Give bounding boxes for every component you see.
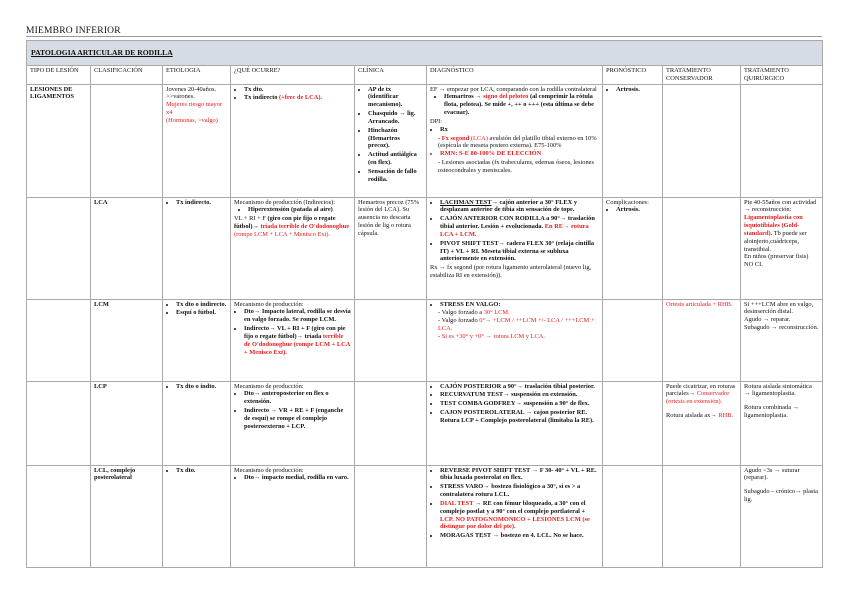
surgical-treatment-cell bbox=[741, 197, 823, 299]
diagnosis-cell bbox=[427, 381, 603, 465]
cell-text: Rx → fx segond (por rotura ligamento anterolateral (nuevo lig, estabiliza RI en extensión)). bbox=[430, 264, 592, 279]
table-row-lca bbox=[27, 197, 823, 299]
section-banner-row bbox=[27, 41, 823, 66]
diagnosis-cell bbox=[427, 299, 603, 381]
list-item: • STRESS EN VALGO: bbox=[440, 301, 599, 309]
list-item: • Esquí o fútbol. bbox=[176, 309, 227, 317]
cell-text: - Lesiones asociadas (fx trabeculares, edemas óseos, lesiones osteocondrales y meniscales. bbox=[438, 158, 594, 174]
cell-text: En niños (preservar fisis) NO CI. bbox=[744, 253, 809, 269]
cell-text: Agudo <3s → suturar (reparar). bbox=[744, 466, 800, 482]
classification-lcp: LCP bbox=[91, 381, 163, 465]
conservative-treatment-cell bbox=[663, 381, 741, 465]
cell-text: - Valgo forzado 0°→ +LCM / ++LCM +/- LCA / +++LCM + LCA. bbox=[438, 317, 595, 333]
classification-lcm: LCM bbox=[91, 299, 163, 381]
list-item: • Indirecto → VR + RE + F (enganche de esquí) se rompe el complejo posteroexterno + LCP. bbox=[244, 407, 351, 430]
header-cell: ETIOLOGIA bbox=[163, 66, 231, 85]
cell-text: Subagudo → reconstrucción. bbox=[744, 324, 819, 332]
what-happens-cell bbox=[231, 197, 355, 299]
list-item: • Tx dto o indirecto. bbox=[176, 301, 227, 309]
clinic-cell bbox=[355, 84, 427, 197]
cell-text: Rotura aislada ax→ RHB. bbox=[666, 412, 734, 420]
type-cell bbox=[27, 465, 91, 567]
what-happens-cell bbox=[231, 381, 355, 465]
header-cell: PRONÓSTICO bbox=[603, 66, 663, 85]
cell-text: VL + RI + F (giro con pie fijo o regate fútbol)→ tríada terrible de O'dodonoghue (rompe LCM + LCA + Menisco Ext). bbox=[234, 215, 350, 238]
cell-text: - Fx segond (LCA) avulsión del platillo tibial externo en 10% (espícula de meseta postero externa). E75-100% bbox=[438, 134, 597, 150]
conservative-treatment-cell bbox=[663, 84, 741, 197]
type-cell bbox=[27, 197, 91, 299]
cell-text: DPI: bbox=[430, 117, 443, 125]
list-item: • Sensación de fallo rodilla. bbox=[368, 168, 423, 184]
clinic-cell bbox=[355, 465, 427, 567]
table-row-general bbox=[27, 84, 823, 197]
document-title: MIEMBRO INFERIOR bbox=[26, 26, 121, 36]
header-cell: DIAGNÓSTICO bbox=[427, 66, 603, 85]
type-cell bbox=[27, 299, 91, 381]
surgical-treatment-cell bbox=[741, 465, 823, 567]
cell-text: EF → empezar por LCA, comparando con la rodilla contralateral bbox=[430, 85, 597, 93]
conservative-treatment-cell bbox=[663, 465, 741, 567]
list-item: • LACHMAN TEST→ cajón anterior a 30° FLEX y desplazam anterior de tibia sin sensación de tope. bbox=[440, 199, 599, 215]
clinic-cell bbox=[355, 381, 427, 465]
what-happens-cell bbox=[231, 465, 355, 567]
list-item: • Tx dto o indto. bbox=[176, 383, 227, 391]
cell-text: Jovenes 20-40años. bbox=[166, 85, 217, 93]
etiology-cell bbox=[163, 84, 231, 197]
header-row bbox=[27, 66, 823, 85]
cell-text: Agudo → reparar. bbox=[744, 316, 791, 324]
diagnosis-cell bbox=[427, 197, 603, 299]
cell-text: Rotura combinada → ligamentoplastia. bbox=[744, 404, 800, 420]
surgical-treatment-cell bbox=[741, 84, 823, 197]
surgical-treatment-cell bbox=[741, 299, 823, 381]
list-item: • CAJÓN ANTERIOR CON RODILLA a 90°→ traslación tibial anterior. Lesión + evolucionada. En RE→ rotura LCA + LCM. bbox=[440, 215, 599, 238]
cell-text: - Valgo forzado a 30° LCM. bbox=[438, 309, 510, 317]
list-item: • PIVOT SHIFT TEST→ cadera FLEX 30° (relaja cintilla IT) + VL + RI. Meseta tibial externa se subluxa anteriormente en extensión. bbox=[440, 240, 599, 263]
what-happens-cell bbox=[231, 84, 355, 197]
list-item: • Rx bbox=[440, 126, 599, 134]
list-item: • DIAL TEST → RE con fémur bloqueado, a 30° con el complejo postlat y a 90° con el complejo portlateral + LCP. NO PATOGNOMONICO + LESIONES LCM (se distingue por dolor del pte). bbox=[440, 500, 599, 531]
list-item: • Tx indirecto. bbox=[176, 199, 227, 207]
header-cell: CLÍNICA bbox=[355, 66, 427, 85]
list-item: • Dto→ Impacto lateral, rodilla se desvía en valgo forzado. Se rompe LCM. bbox=[244, 308, 351, 324]
etiology-cell bbox=[163, 465, 231, 567]
cell-text: Rotura aislada sintomática → ligamentoplastia. bbox=[744, 382, 812, 398]
cell-text: Mecanismo de producción: bbox=[234, 466, 304, 474]
table-row-lcm bbox=[27, 299, 823, 381]
classification-cell bbox=[91, 84, 163, 197]
cell-text: Complicaciones: bbox=[606, 198, 649, 206]
list-item: • Hiperextensión (patada al aire) bbox=[248, 206, 351, 214]
diagnosis-cell bbox=[427, 84, 603, 197]
list-item: • Dto→ impacto medial, rodilla en varo. bbox=[244, 474, 351, 482]
list-item: • Tx dto. bbox=[176, 467, 227, 475]
table-row-lcl bbox=[27, 465, 823, 567]
section-title: PATOLOGIA ARTICULAR DE RODILLA bbox=[27, 41, 823, 66]
etiology-cell bbox=[163, 299, 231, 381]
classification-lcl: LCL, complejo posterolateral bbox=[91, 465, 163, 567]
list-item: • Dto→ anteroposterior en flex o extensión. bbox=[244, 390, 351, 406]
list-item: • Hinchazón (Hemartros precoz). bbox=[368, 127, 423, 150]
clinic-cell bbox=[355, 299, 427, 381]
type-cell bbox=[27, 381, 91, 465]
pathology-table bbox=[26, 40, 823, 568]
header-cell: CLASIFICACIÓN bbox=[91, 66, 163, 85]
list-item: • Artrosis. bbox=[616, 206, 659, 214]
list-item: • Artrosis. bbox=[616, 86, 659, 94]
cell-text: Pte 40-55años con actividad → reconstrucción: Ligamentoplastia con isquiotibiales (Gold-standard). Tb puede ser aloinjerto,cuádriceps, transtibial. bbox=[744, 198, 817, 253]
header-cell: TRATAMIENTO CONSERVADOR bbox=[663, 66, 741, 85]
list-item: • RECURVATUM TEST→ suspensión en extensión. bbox=[440, 391, 599, 399]
clinic-cell: Hemartros precoz (75% lesión del LCA). Su ausencia no descarta lesión de lig o rotura cápsula. bbox=[355, 197, 427, 299]
surgical-treatment-cell bbox=[741, 381, 823, 465]
classification-lca: LCA bbox=[91, 197, 163, 299]
diagnosis-cell bbox=[427, 465, 603, 567]
cell-text: Subagudo – crónico→ plasta lig. bbox=[744, 488, 819, 504]
cell-text: Si +++LCM abre en valgo, desinserción distal. bbox=[744, 300, 814, 316]
list-item: • TEST COMBA GODFREY→ suspensión a 90° de flex. bbox=[440, 400, 599, 408]
etiology-cell bbox=[163, 381, 231, 465]
cell-text: Mecanismo de producción: bbox=[234, 300, 304, 308]
conservative-treatment-cell bbox=[663, 197, 741, 299]
list-item: • Actitud antiálgica (en flex). bbox=[368, 151, 423, 167]
cell-text: - Si es +30° y +0° → rotura LCM y LCA. bbox=[438, 332, 545, 340]
prognosis-cell bbox=[603, 84, 663, 197]
cell-text: Mujeres riesgo mayor x4 bbox=[166, 101, 223, 117]
title-divider bbox=[26, 36, 822, 37]
list-item: • STRESS VARO→ bostezo fisiológico a 30°, si es > a contralatera rotura LCL. bbox=[440, 483, 599, 499]
list-item: • Indirecto→ VL + RI + F (giro con pie fijo o regate fútbol)→ tríada terrible de O'dodonoghue (rompe LCM + LCA + Menisco Ext). bbox=[244, 325, 351, 356]
prognosis-cell bbox=[603, 465, 663, 567]
list-item: • Chasquido → lig. Arrancado. bbox=[368, 110, 423, 126]
cell-text: Mecanismo de producción: bbox=[234, 382, 304, 390]
list-item: • AP de tx (identificar mecanismo). bbox=[368, 86, 423, 109]
list-item: • Tx dto. bbox=[244, 86, 351, 94]
prognosis-cell bbox=[603, 381, 663, 465]
list-item: • REVERSE PIVOT SHIFT TEST → F 30- 40° + VL + RE. tibia luxada posterolat en flex. bbox=[440, 467, 599, 483]
cell-text: Puede cicatrizar, en roturas parciales→ Conservador (ortesis en extensión). bbox=[666, 382, 736, 406]
list-item: • MORAGAS TEST → bostezo en 4. LCL. No se hace. bbox=[440, 532, 599, 540]
header-cell: TIPO DE LESIÓN bbox=[27, 66, 91, 85]
header-cell: ¿QUÉ OCURRE? bbox=[231, 66, 355, 85]
prognosis-cell bbox=[603, 197, 663, 299]
list-item: • RMN: S-E 80-100% DE ELECCIÓN bbox=[440, 150, 599, 158]
header-cell: TRATAMIENTO QUIRÚRGICO bbox=[741, 66, 823, 85]
list-item: • CAJÓN POSTERIOR a 90°→ traslación tibial posterior. bbox=[440, 383, 599, 391]
table-row-lcp bbox=[27, 381, 823, 465]
conservative-treatment-cell: Ortesis articulada + RHB. bbox=[663, 299, 741, 381]
prognosis-cell bbox=[603, 299, 663, 381]
list-item: • Hemartros → signo del peloteo (al comprimir la rótula flota, pelotea). Se mide +, ++ o +++ (esta última se debe evacuar). bbox=[444, 93, 599, 116]
list-item: • Tx indirecto (+frec de LCA). bbox=[244, 94, 351, 102]
etiology-cell bbox=[163, 197, 231, 299]
list-item: • CAJON POSTEROLATERAL → cajon posterior RE. Rotura LCP + Complejo posterolateral (limitaba la RE). bbox=[440, 409, 599, 425]
cell-text: Mecanismo de producción (Indirectos): bbox=[234, 198, 335, 206]
cell-text: >>varones. bbox=[166, 93, 195, 101]
cell-text: (Hormonas, >valgo) bbox=[166, 116, 218, 124]
row-label-ligament-lesions: LESIONES DE LIGAMENTOS bbox=[27, 84, 91, 197]
what-happens-cell bbox=[231, 299, 355, 381]
